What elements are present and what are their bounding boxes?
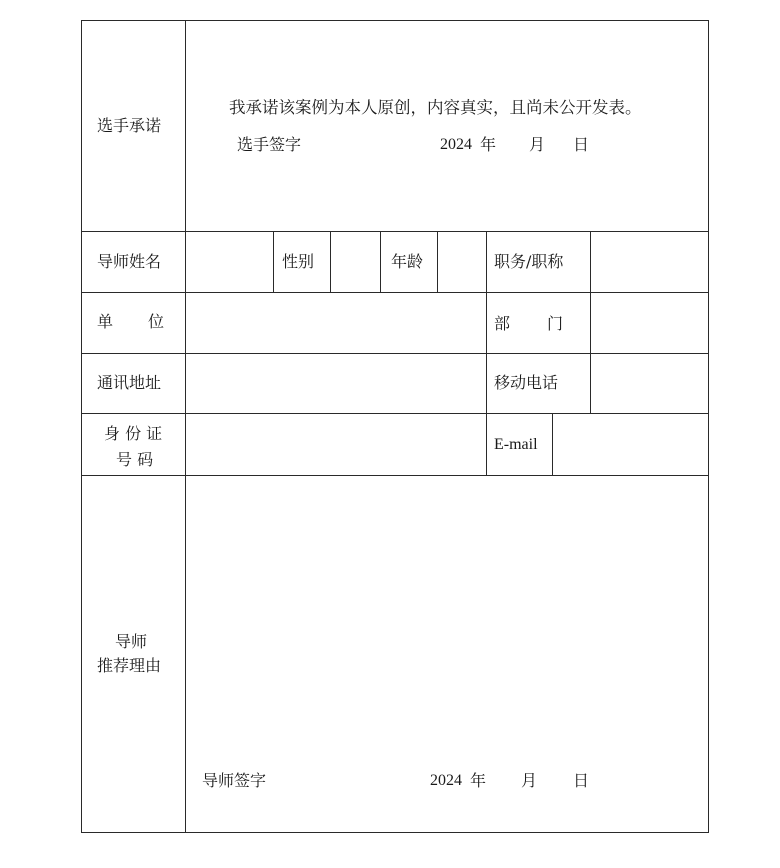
- recommendation-day-unit: 日: [573, 771, 590, 790]
- pledge-year-unit: 年: [480, 135, 497, 154]
- divider-right-label-column: [486, 231, 487, 476]
- address-field[interactable]: [186, 354, 486, 413]
- pledge-statement: 我承诺该案例为本人原创，内容真实，且尚未公开发表。: [229, 98, 642, 117]
- department-field[interactable]: [591, 293, 708, 353]
- divider-gender-value: [380, 231, 381, 293]
- address-label: 通讯地址: [97, 373, 162, 392]
- border-right: [708, 20, 709, 833]
- border-left: [81, 20, 82, 833]
- pledge-year: 2024: [440, 136, 472, 153]
- unit-label-char-2: 位: [148, 312, 165, 331]
- id-number-label-line2: 号 码: [116, 450, 154, 469]
- id-number-field[interactable]: [186, 414, 486, 475]
- recommendation-label-line2: 推荐理由: [97, 656, 162, 675]
- pledge-signature-area[interactable]: [310, 130, 430, 160]
- unit-field[interactable]: [186, 293, 486, 353]
- email-label: E-mail: [494, 436, 538, 453]
- id-number-label-line1: 身 份 证: [104, 424, 163, 443]
- gender-field[interactable]: [331, 232, 380, 292]
- title-field[interactable]: [591, 232, 708, 292]
- title-label: 职务/职称: [494, 252, 564, 271]
- recommendation-text-area[interactable]: [186, 476, 708, 756]
- age-field[interactable]: [438, 232, 486, 292]
- border-bottom: [81, 832, 709, 833]
- mentor-signature-label: 导师签字: [202, 771, 267, 790]
- mobile-field[interactable]: [591, 354, 708, 413]
- mobile-label: 移动电话: [494, 373, 559, 392]
- department-label-char-1: 部: [494, 314, 511, 333]
- pledge-section-label: 选手承诺: [97, 116, 162, 135]
- pledge-day-unit: 日: [573, 135, 590, 154]
- recommendation-year-unit: 年: [470, 771, 487, 790]
- department-label-char-2: 门: [547, 314, 564, 333]
- recommendation-label-line1: 导师: [115, 632, 148, 651]
- divider-name-value: [273, 231, 274, 293]
- email-field[interactable]: [553, 414, 708, 475]
- age-label: 年龄: [391, 252, 424, 271]
- recommendation-year: 2024: [430, 772, 462, 789]
- mentor-name-field[interactable]: [186, 232, 273, 292]
- gender-label: 性别: [282, 252, 315, 271]
- recommendation-month-unit: 月: [521, 771, 538, 790]
- mentor-name-label: 导师姓名: [97, 252, 162, 271]
- mentor-signature-area[interactable]: [275, 765, 415, 797]
- pledge-signature-label: 选手签字: [237, 135, 302, 154]
- unit-label-char-1: 单: [97, 312, 114, 331]
- border-top: [81, 20, 709, 21]
- pledge-month-unit: 月: [529, 135, 546, 154]
